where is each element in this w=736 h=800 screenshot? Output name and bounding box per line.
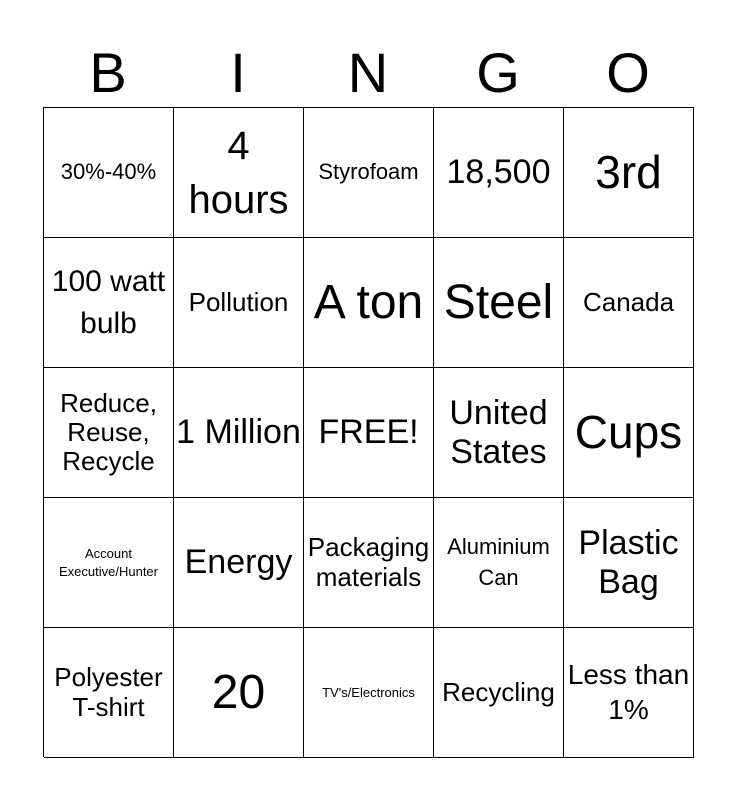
bingo-cell-r5c5[interactable]: Less than 1% — [564, 628, 694, 758]
header-letter-b: B — [89, 41, 127, 104]
bingo-cell-r5c4[interactable]: Recycling — [434, 628, 564, 758]
bingo-cell-r2c3[interactable]: A ton — [304, 238, 434, 368]
bingo-cell-r1c4[interactable]: 18,500 — [434, 108, 564, 238]
bingo-cell-r2c5[interactable]: Canada — [564, 238, 694, 368]
bingo-cell-r2c2[interactable]: Pollution — [174, 238, 304, 368]
header-letter-o: O — [606, 41, 650, 104]
header-letter-n: N — [347, 41, 389, 104]
header-letter-g: G — [476, 41, 520, 104]
bingo-cell-r3c5[interactable]: Cups — [564, 368, 694, 498]
bingo-cell-r5c2[interactable]: 20 — [174, 628, 304, 758]
bingo-cell-r1c3[interactable]: Styrofoam — [304, 108, 434, 238]
bingo-cell-r2c4[interactable]: Steel — [434, 238, 564, 368]
bingo-cell-r3c2[interactable]: 1 Million — [174, 368, 304, 498]
bingo-cell-r5c3[interactable]: TV's/Electronics — [304, 628, 434, 758]
bingo-board — [43, 107, 694, 757]
bingo-cell-r4c5[interactable]: Plastic Bag — [564, 498, 694, 628]
bingo-cell-r3c1[interactable]: Reduce, Reuse, Recycle — [44, 368, 174, 498]
bingo-cell-r2c1[interactable]: 100 watt bulb — [44, 238, 174, 368]
bingo-cell-r3c3[interactable]: FREE! — [304, 368, 434, 498]
bingo-cell-r4c4[interactable]: Aluminium Can — [434, 498, 564, 628]
bingo-cell-r4c3[interactable]: Packaging materials — [304, 498, 434, 628]
bingo-cell-r3c4[interactable]: United States — [434, 368, 564, 498]
bingo-cell-r5c1[interactable]: Polyester T-shirt — [44, 628, 174, 758]
bingo-header — [43, 38, 693, 108]
header-letter-i: I — [230, 41, 246, 104]
bingo-cell-r1c5[interactable]: 3rd — [564, 108, 694, 238]
bingo-cell-r1c2[interactable]: 4 hours — [174, 108, 304, 238]
bingo-cell-r1c1[interactable]: 30%-40% — [44, 108, 174, 238]
bingo-cell-r4c1[interactable]: Account Executive/Hunter — [44, 498, 174, 628]
bingo-cell-r4c2[interactable]: Energy — [174, 498, 304, 628]
